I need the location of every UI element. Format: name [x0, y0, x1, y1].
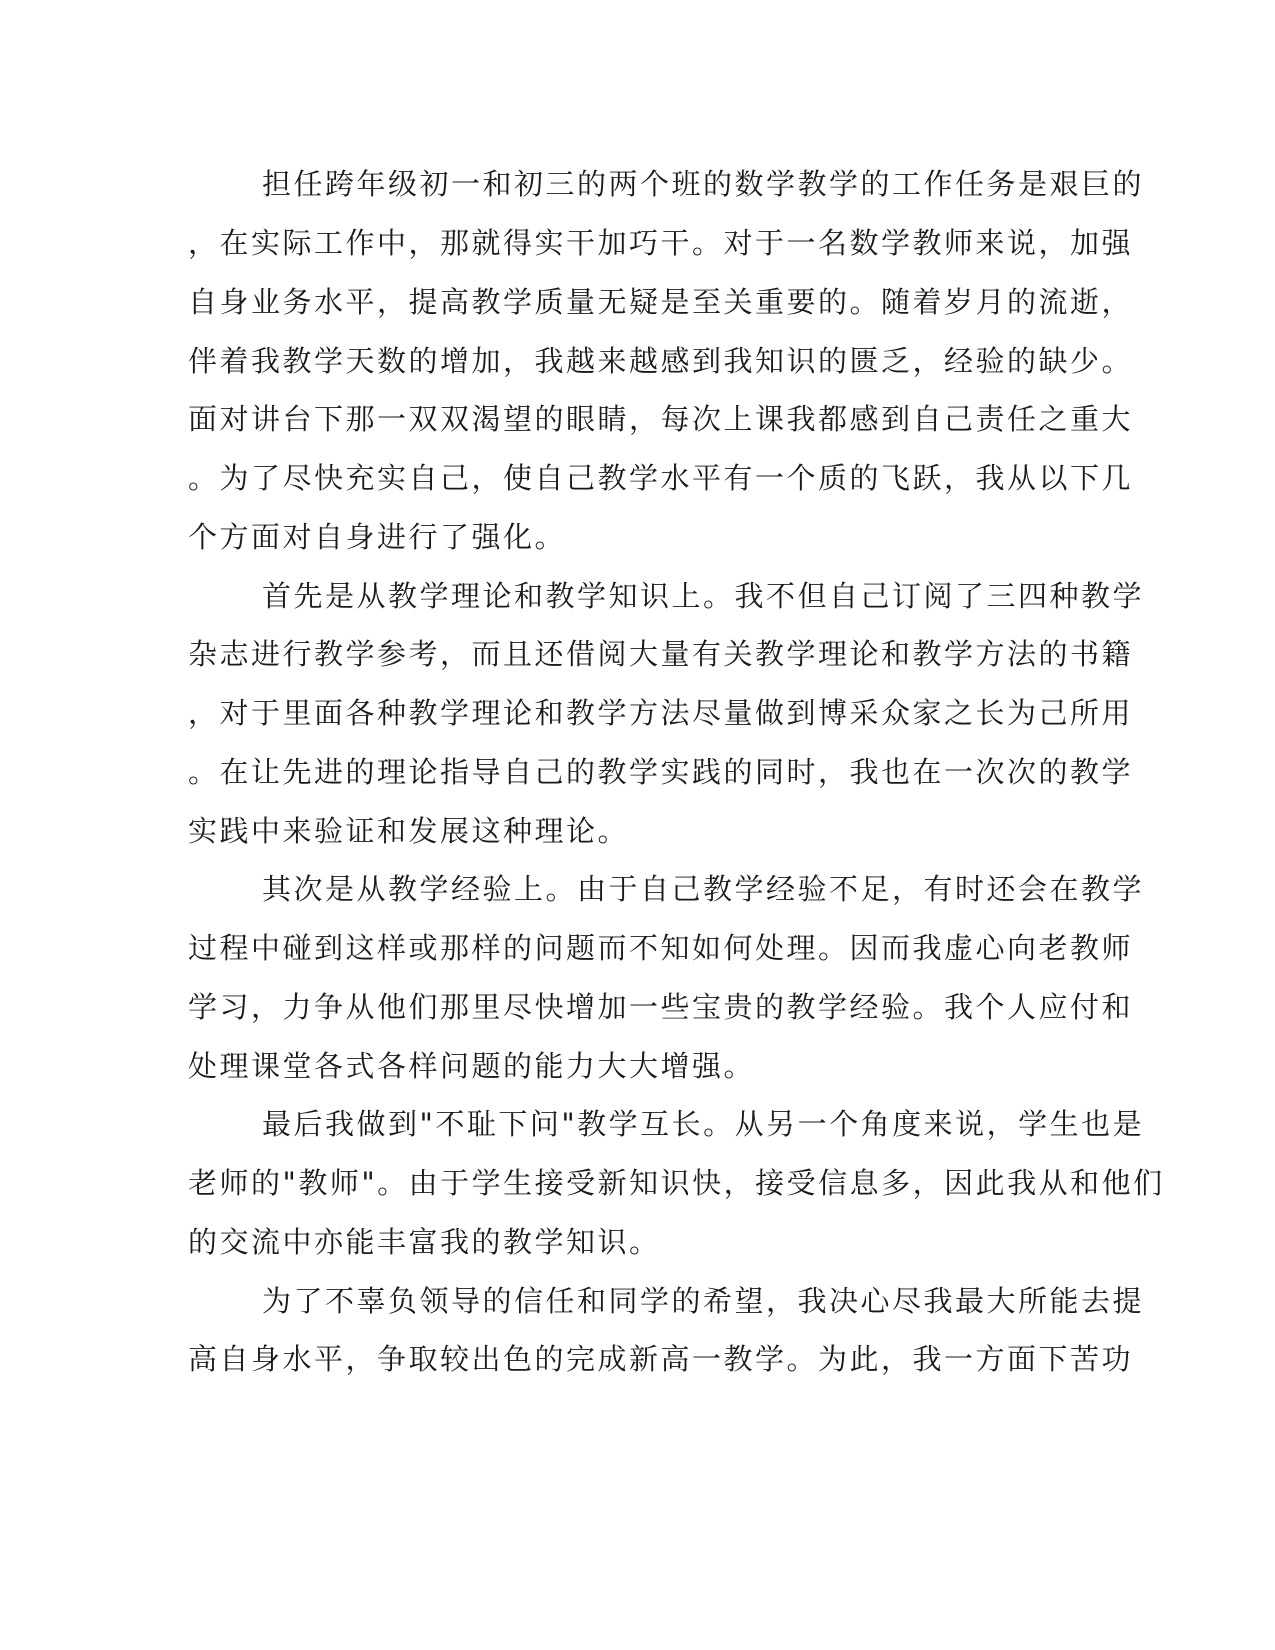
- paragraph-2-line-1: 首先是从教学理论和教学知识上。我不但自己订阅了三四种教学: [262, 579, 1145, 613]
- paragraph-1-line-3: 自身业务水平，提高教学质量无疑是至关重要的。随着岁月的流逝，: [188, 285, 1134, 319]
- paragraph-3-line-2: 过程中碰到这样或那样的问题而不知如何处理。因而我虚心向老教师: [188, 931, 1134, 965]
- paragraph-3-line-3: 学习，力争从他们那里尽快增加一些宝贵的教学经验。我个人应付和: [188, 990, 1134, 1024]
- paragraph-5-line-2: 高自身水平，争取较出色的完成新高一教学。为此，我一方面下苦功: [188, 1342, 1134, 1376]
- paragraph-2-line-3: ，对于里面各种教学理论和教学方法尽量做到博采众家之长为己所用: [188, 696, 1134, 730]
- paragraph-4-line-3: 的交流中亦能丰富我的教学知识。: [188, 1225, 661, 1259]
- paragraph-3-line-4: 处理课堂各式各样问题的能力大大增强。: [188, 1049, 756, 1083]
- paragraph-1-line-7: 个方面对自身进行了强化。: [188, 520, 567, 554]
- paragraph-1-line-1: 担任跨年级初一和初三的两个班的数学教学的工作任务是艰巨的: [262, 167, 1145, 201]
- paragraph-2-line-5: 实践中来验证和发展这种理论。: [188, 814, 630, 848]
- paragraph-5-line-1: 为了不辜负领导的信任和同学的希望，我决心尽我最大所能去提: [262, 1284, 1145, 1318]
- paragraph-4-line-1: 最后我做到"不耻下问"教学互长。从另一个角度来说，学生也是: [262, 1107, 1145, 1141]
- paragraph-1-line-5: 面对讲台下那一双双渴望的眼睛，每次上课我都感到自己责任之重大: [188, 402, 1134, 436]
- paragraph-2-line-2: 杂志进行教学参考，而且还借阅大量有关教学理论和教学方法的书籍: [188, 637, 1134, 671]
- paragraph-1-line-6: 。为了尽快充实自己，使自己教学水平有一个质的飞跃，我从以下几: [188, 461, 1134, 495]
- paragraph-2-line-4: 。在让先进的理论指导自己的教学实践的同时，我也在一次次的教学: [188, 755, 1134, 789]
- paragraph-4-line-2: 老师的"教师"。由于学生接受新知识快，接受信息多，因此我从和他们: [188, 1166, 1165, 1200]
- paragraph-3-line-1: 其次是从教学经验上。由于自己教学经验不足，有时还会在教学: [262, 872, 1145, 906]
- paragraph-1-line-2: ，在实际工作中，那就得实干加巧干。对于一名数学教师来说，加强: [188, 226, 1134, 260]
- paragraph-1-line-4: 伴着我教学天数的增加，我越来越感到我知识的匮乏，经验的缺少。: [188, 344, 1134, 378]
